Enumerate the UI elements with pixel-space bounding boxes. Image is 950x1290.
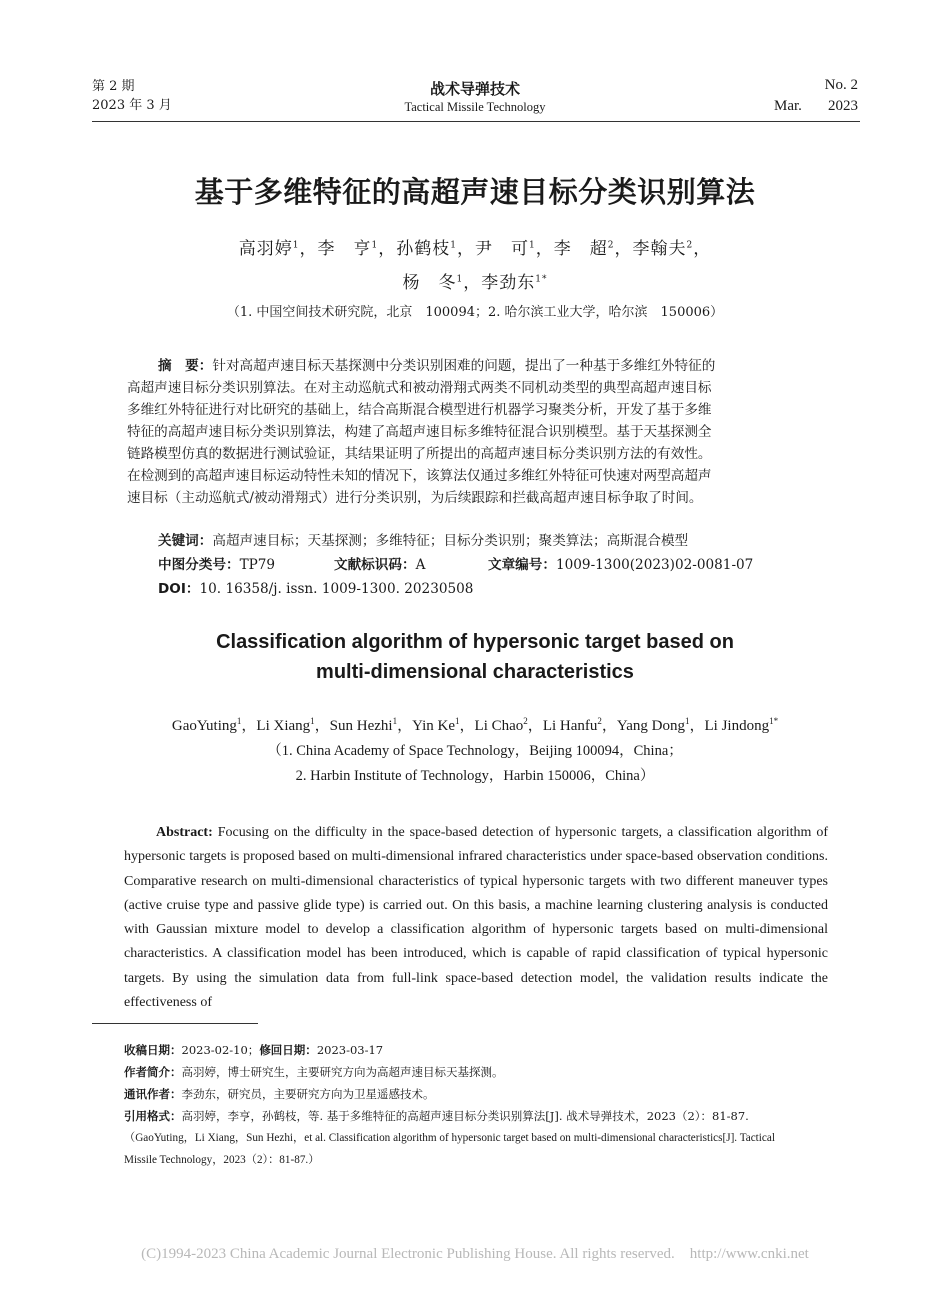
journal-title-cn: 战术导弹技术 bbox=[429, 80, 520, 98]
header-year-en: 2023 bbox=[828, 98, 858, 114]
abstract-cn-line: 在检测到的高超声速目标运动特性未知的情况下，该算法仅通过多维红外特征可快速对两型高超声 bbox=[127, 468, 712, 484]
abstract-en-label: Abstract: bbox=[156, 825, 213, 840]
author-en: Li Jindong$^{1*}$ bbox=[704, 716, 779, 734]
abstract-cn-line: 摘 要：针对高超声速目标天基探测中分类识别困难的问题，提出了一种基于多维红外特征的 bbox=[158, 358, 716, 374]
article-number: 文章编号：1009-1300(2023)02-0081-07 bbox=[488, 557, 754, 573]
footnote-corresponding: 通讯作者：李劲东，研究员，主要研究方向为卫星遥感技术。 bbox=[124, 1087, 435, 1101]
footnote-author: 作者简介：高羽婷，博士研究生，主要研究方向为高超声速目标天基探测。 bbox=[124, 1065, 504, 1079]
abstract-cn-line: 链路模型仿真的数据进行测试验证，其结果证明了所提出的高超声速目标分类识别方法的有效性。 bbox=[127, 446, 712, 462]
header-issue-en: No. 2 bbox=[824, 77, 858, 93]
copyright-notice: (C)1994-2023 China Academic Journal Electronic Publishing House. All rights reserved. http://www.cnki.net bbox=[141, 1246, 809, 1262]
affiliation-en-line2: 2. Harbin Institute of Technology，Harbin 150006，China） bbox=[295, 768, 655, 784]
doi: DOI：10. 16358/j. issn. 1009-1300. 20230508 bbox=[158, 581, 474, 597]
keywords-label: 关键词： bbox=[158, 533, 213, 549]
author-cn: 李翰夫$^2$， bbox=[632, 239, 712, 259]
abstract-cn-line: 多维红外特征进行对比研究的基础上，结合高斯混合模型进行机器学习聚类分析，开发了基于多维 bbox=[127, 402, 712, 418]
clc-number: 中图分类号：TP79 bbox=[158, 557, 276, 573]
authors-cn-line2 bbox=[0, 268, 950, 293]
abstract-en-text: Focusing on the difficulty in the space-based detection of hypersonic targets, a classification algorithm of hypersonic targets is proposed based on multi-dimensional infrared characteristics under space-based observation conditions. Comparative research on multi-dimensional characteristics of typical hypersonic targets with two different maneuver types (active cruise type and passive glide type) is carried out. On this basis, a machine learning clustering analysis is conducted with Gaussian mixture model to develop a classification algorithm of hypersonic targets based on multi-dimensional characteristics. A classification model has been introduced, which is capable of rapid classification of typical hypersonic targets. By using the simulation data from full-link space-based detection model, the validation results indicate the effectiveness of bbox=[124, 825, 829, 1011]
abstract-cn-label: 摘 要： bbox=[158, 358, 213, 374]
document-code: 文献标识码：A bbox=[334, 557, 426, 573]
author-en: Sun Hezhi$^1$， bbox=[329, 716, 413, 734]
author-en: GaoYuting$^1$， bbox=[171, 716, 257, 734]
author-cn: 孙鹤枝$^1$， bbox=[396, 239, 475, 259]
author-cn: 杨 冬$^1$， bbox=[402, 273, 482, 293]
author-cn: 高羽婷$^1$， bbox=[238, 239, 318, 259]
author-cn: 尹 可$^1$， bbox=[475, 239, 554, 259]
footnote-dates: 收稿日期：2023-02-10；修回日期：2023-03-17 bbox=[124, 1043, 384, 1057]
abstract-cn-line: 速目标（主动巡航式/被动滑翔式）进行分类识别，为后续跟踪和拦截高超声速目标争取了时间。 bbox=[127, 490, 703, 506]
author-cn: 李 亨$^1$， bbox=[317, 239, 397, 259]
affiliation-en-line1: （1. China Academy of Space Technology，Beijing 100094，China； bbox=[267, 743, 683, 759]
paper-title-en-line1: Classification algorithm of hypersonic target based on bbox=[216, 631, 734, 653]
author-en: Li Chao$^2$， bbox=[474, 716, 543, 734]
footnote-citation-en-line2: Missile Technology，2023（2）：81-87.） bbox=[124, 1154, 320, 1166]
paper-title-cn: 基于多维特征的高超声速目标分类识别算法 bbox=[194, 175, 756, 209]
abstract-cn-line: 特征的高超声速目标分类识别算法，构建了高超声速目标多维特征混合识别模型。基于天基探测全 bbox=[127, 424, 712, 440]
paper-title-en-line2: multi-dimensional characteristics bbox=[316, 661, 634, 683]
header-rule bbox=[92, 121, 860, 122]
keywords bbox=[158, 530, 688, 552]
abstract-cn-line: 高超声速目标分类识别算法。在对主动巡航式和被动滑翔式两类不同机动类型的典型高超声速目标 bbox=[127, 380, 712, 396]
keywords-value: 高超声速目标；天基探测；多维特征；目标分类识别；聚类算法；高斯混合模型 bbox=[212, 533, 689, 549]
footnote-citation: 引用格式：高羽婷，李亨，孙鹤枝，等. 基于多维特征的高超声速目标分类识别算法[J]. 战术导弹技术，2023（2）：81-87. bbox=[124, 1109, 749, 1123]
footnote-rule bbox=[92, 1023, 258, 1024]
journal-title-en: Tactical Missile Technology bbox=[404, 100, 546, 114]
abstract-cn bbox=[127, 355, 827, 509]
affiliation-cn: （1. 中国空间技术研究院，北京 100094；2. 哈尔滨工业大学，哈尔滨 150006） bbox=[226, 305, 724, 320]
author-cn: 李 超$^2$， bbox=[553, 239, 633, 259]
author-en: Li Hanfu$^2$， bbox=[542, 716, 617, 734]
authors-en bbox=[0, 714, 950, 735]
author-en: Yin Ke$^1$， bbox=[412, 716, 475, 734]
header-issue-cn: 第 2 期 bbox=[92, 79, 135, 94]
author-cn: 李劲东$^{1*}$ bbox=[481, 273, 548, 293]
authors-cn-line1 bbox=[0, 234, 950, 259]
header-month-en: Mar. bbox=[774, 98, 802, 114]
author-en: Li Xiang$^1$， bbox=[256, 716, 330, 734]
header-date-cn: 2023 年 3 月 bbox=[92, 98, 172, 113]
author-en: Yang Dong$^1$， bbox=[616, 716, 705, 734]
footnote-citation-en-line1: （GaoYuting，Li Xiang，Sun Hezhi，et al. Classification algorithm of hypersonic target based on multi-dimensional characteristics[J]. Tactical bbox=[124, 1132, 775, 1144]
abstract-en bbox=[124, 821, 828, 1015]
